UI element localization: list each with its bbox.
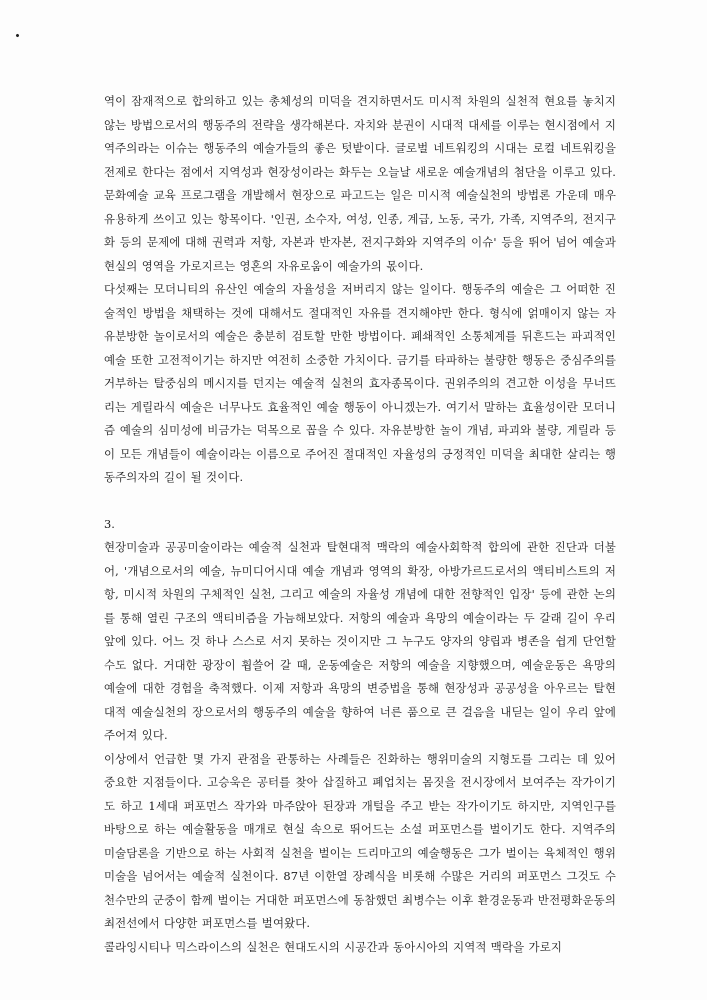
scan-speck [15,33,19,37]
section-number: 3. [104,516,115,531]
paragraph-section-3-intro: 현장미술과 공공미술이라는 예술적 실천과 탈현대적 맥락의 예술사회학적 합의에 관한 진단과 더불어, '개념으로서의 예술, 뉴미디어시대 예술 개념과 영역의 확장, 아방가르드로서의 액티비스트의 저항, 미시적 차원의 구체적인 실천, 그리고 예술의 자율성 개념에 대한 전향적인 입장' 등에 관한 논의를 통해 열린 구조의 액티비즘을 가늠해보았다. 저항의 예술과 욕망의 예술이라는 두 갈래 길이 우리 앞에 있다. 어느 것 하나 스스로 서지 못하는 것이지만 그 누구도 양자의 양립과 병존을 쉽게 단언할 수도 없다. 거대한 광장이 휩쓸어 갈 때, 운동예술은 저항의 예술을 지향했으며, 예술운동은 욕망의 예술에 대한 경험을 축적했다. 이제 저항과 욕망의 변증법을 통해 현장성과 공공성을 아우르는 탈현대적 예술실천의 장으로서의 행동주의 예술을 향하여 너른 품으로 큰 걸음을 내딛는 일이 우리 앞에 주어져 있다. [104,540,616,742]
paragraph-fifth-point: 다섯째는 모더니티의 유산인 예술의 자율성을 저버리지 않는 일이다. 행동주의 예술은 그 어떠한 진술적인 방법을 채택하는 것에 대해서도 절대적인 자유를 견지해야만 한다. 형식에 얽매이지 않는 자유분방한 놀이로서의 예술은 충분히 검토할 만한 방법이다. 폐쇄적인 소통체계를 뒤흔드는 파괴적인 예술 또한 고전적이기는 하지만 여전히 소중한 가치이다. 금기를 타파하는 불량한 행동은 중심주의를 거부하는 탈중심의 메시지를 던지는 예술적 실천의 효자종목이다. 권위주의의 견고한 이성을 무너뜨리는 게릴라식 예술은 너무나도 효율적인 예술 행동이 아니겠는가. 여기서 말하는 효율성이란 모더니즘 예술의 심미성에 비금가는 덕목으로 꼽을 수 있다. 자유분방한 놀이 개념, 파괴와 불량, 게릴라 등 이 모든 개념들이 예술이라는 이름으로 주어진 절대적인 자율성의 긍정적인 미덕을 최대한 살리는 행동주의자의 길이 될 것이다. [104,282,616,484]
paragraph-case-studies: 이상에서 언급한 몇 가지 관점을 관통하는 사례들은 진화하는 행위미술의 지형도를 그리는 데 있어 중요한 지점들이다. 고승욱은 공터를 찾아 삽질하고 폐업치는 몸짓을 전시장에서 보여주는 작가이기도 하고 1세대 퍼포먼스 작가와 마주앉아 된장과 개털을 주고 받는 작가이기도 하지만, 지역인구를 바탕으로 하는 예술활동을 매개로 현실 속으로 뛰어드는 소설 퍼포먼스를 벌이기도 한다. 지역주의 미술담론을 기반으로 하는 사회적 실천을 벌이는 드리마고의 예술행동은 그가 벌이는 육체적인 행위미술을 넘어서는 예술적 실천이다. 87년 이한열 장례식을 비롯해 수많은 거리의 퍼포먼스 그것도 수천수만의 군중이 함께 벌이는 거대한 퍼포먼스에 동참했던 최병수는 이후 환경운동과 반전평화운동의 최전선에서 다양한 퍼포먼스를 벌여왔다. [104,751,616,930]
document-body [104,90,616,959]
paragraph-final-line: 콜라잉시티나 믹스라이스의 실천은 현대도시의 시공간과 동아시아의 지역적 맥락을 가로지 [104,939,562,954]
paragraph-continuation: 역이 잠재적으로 합의하고 있는 총체성의 미덕을 견지하면서도 미시적 차원의 실천적 현요를 놓치지 않는 방법으로서의 행동주의 전략을 생각해본다. 자치와 분권이 시대적 대세를 이루는 현시점에서 지역주의라는 이슈는 행동주의 예술가들의 좋은 텃밭이다. 글로벌 네트워킹의 시대는 로컬 네트워킹을 전제로 한다는 점에서 지역성과 현장성이라는 화두는 오늘날 새로운 예술개념의 첨단을 이루고 있다. 문화예술 교육 프로그램을 개발해서 현장으로 파고드는 일은 미시적 예술실천의 방법론 가운데 매우 유용하게 쓰이고 있는 항목이다. '인권, 소수자, 여성, 인종, 계급, 노동, 국가, 가족, 지역주의, 전지구화 등의 문제에 대해 권력과 저항, 자본과 반자본, 전지구화와 지역주의 이슈' 등을 뛰어 넘어 예술과 현실의 영역을 가로지르는 영혼의 자유로움이 예술가의 몫이다. [104,94,616,273]
